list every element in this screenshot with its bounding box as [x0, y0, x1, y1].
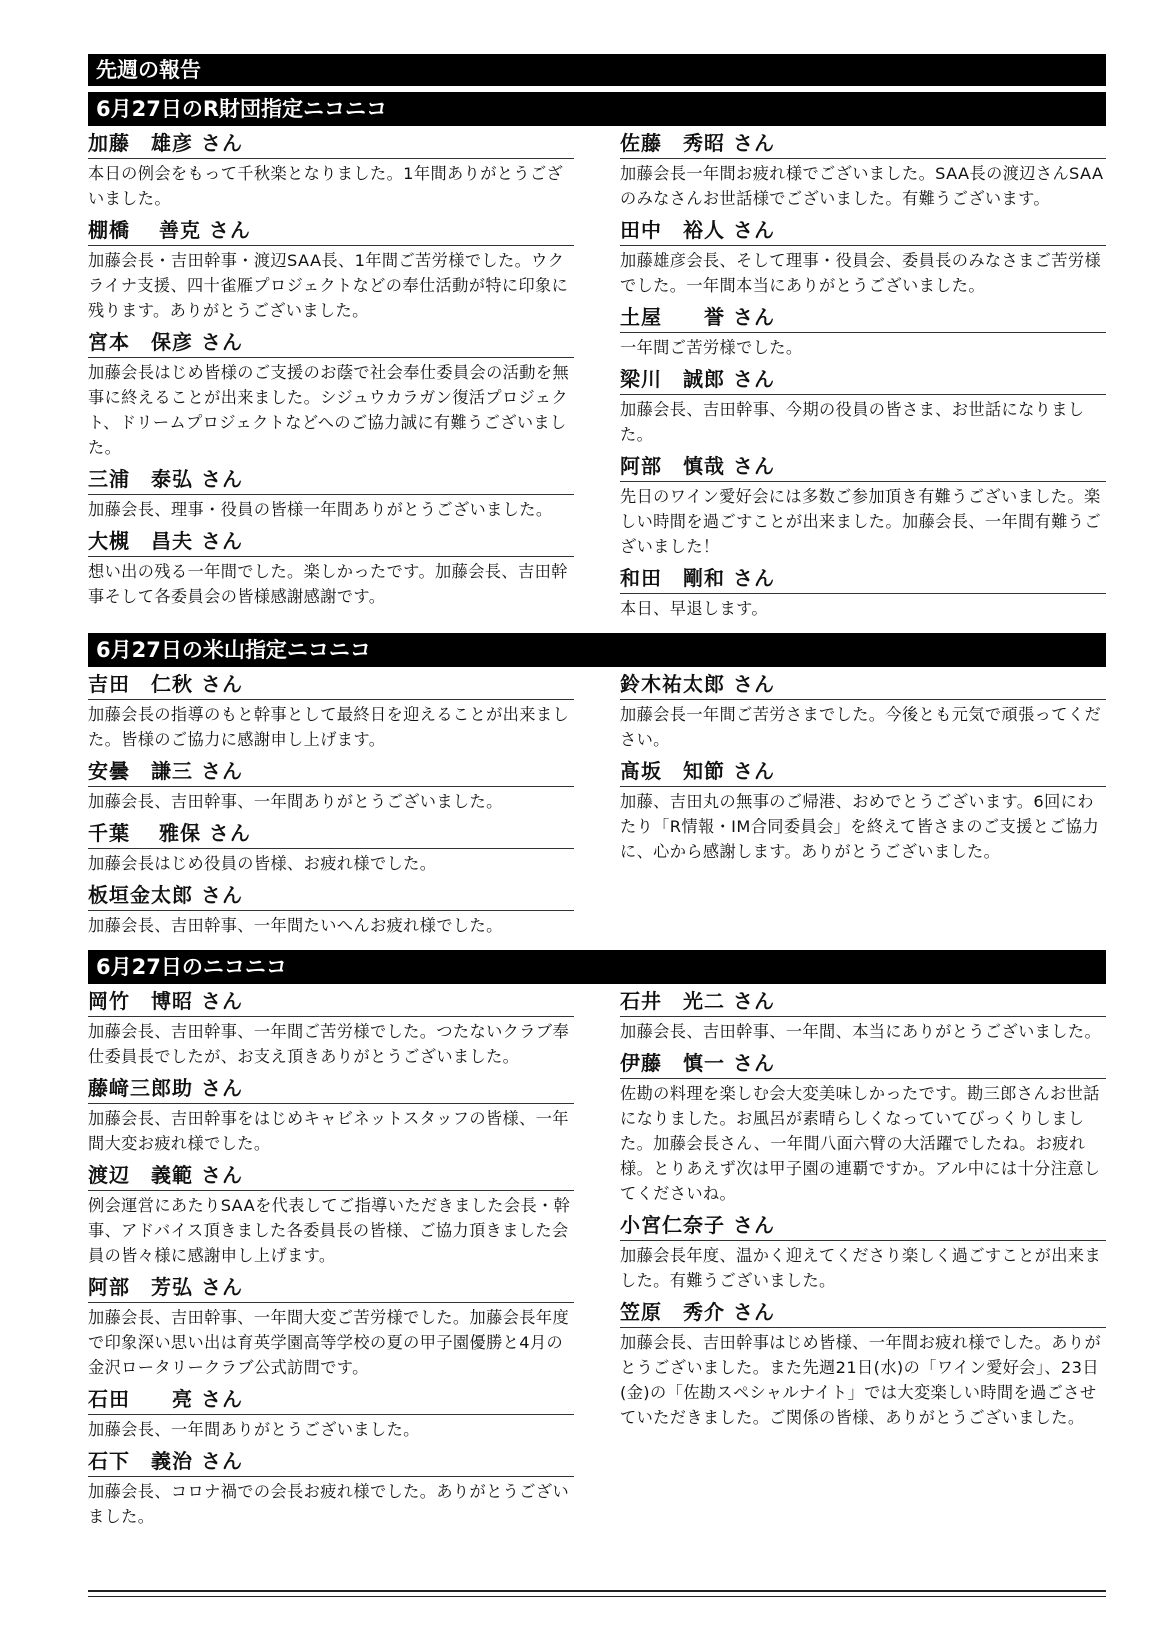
member-entry	[620, 986, 1106, 1044]
member-message: 加藤会長、吉田幹事はじめ皆様、一年間お疲れ様でした。ありがとうございました。また先週21日(水)の「ワイン愛好会」、23日(金)の「佐勘スペシャルナイト」では大変楽しい時間を過ごさせていただきました。ご関係の皆様、ありがとうございました。	[620, 1333, 1102, 1427]
member-message: 加藤会長、吉田幹事、一年間大変ご苦労様でした。加藤会長年度で印象深い思い出は育英学園高等学校の夏の甲子園優勝と4月の金沢ロータリークラブ公式訪問です。	[88, 1308, 570, 1377]
member-entry	[620, 364, 1106, 447]
member-entry	[88, 1384, 574, 1442]
member-entry	[88, 128, 574, 211]
member-name: 千葉 雅保 さん	[88, 818, 574, 849]
left-column	[88, 128, 574, 625]
member-entry	[88, 1272, 574, 1380]
member-name: 笠原 秀介 さん	[620, 1297, 1106, 1328]
member-name: 石田 亮 さん	[88, 1384, 574, 1415]
report-page	[88, 54, 1106, 1541]
section-columns	[88, 986, 1106, 1533]
member-message: 加藤会長一年間お疲れ様でございました。SAA長の渡辺さんSAAのみなさんお世話様でございました。有難うございます。	[620, 164, 1104, 208]
member-entry	[620, 451, 1106, 559]
member-name: 梁川 誠郎 さん	[620, 364, 1106, 395]
member-message: 加藤会長、一年間ありがとうございました。	[88, 1420, 420, 1439]
member-name: 板垣金太郎 さん	[88, 880, 574, 911]
member-entry	[88, 464, 574, 522]
member-entry	[88, 818, 574, 876]
member-entry	[88, 327, 574, 460]
member-name: 吉田 仁秋 さん	[88, 669, 574, 700]
member-name: 石井 光二 さん	[620, 986, 1106, 1017]
member-name: 小宮仁奈子 さん	[620, 1210, 1106, 1241]
member-message: 加藤、吉田丸の無事のご帰港、おめでとうございます。6回にわたり「R情報・IM合同委員会」を終えて皆さまのご支援とご協力に、心から感謝します。ありがとうございました。	[620, 792, 1100, 861]
nikoniko-section	[88, 633, 1106, 942]
footer-divider	[88, 1590, 1106, 1592]
member-name: 石下 義治 さん	[88, 1446, 574, 1477]
member-name: 加藤 雄彦 さん	[88, 128, 574, 159]
member-name: 岡竹 博昭 さん	[88, 986, 574, 1017]
member-name: 髙坂 知節 さん	[620, 756, 1106, 787]
member-name: 宮本 保彦 さん	[88, 327, 574, 358]
member-name: 安曇 謙三 さん	[88, 756, 574, 787]
member-entry	[620, 669, 1106, 752]
member-message: 加藤雄彦会長、そして理事・役員会、委員長のみなさまご苦労様でした。一年間本当にありがとうございました。	[620, 251, 1102, 295]
member-name: 鈴木祐太郎 さん	[620, 669, 1106, 700]
member-entry	[620, 563, 1106, 621]
member-entry	[620, 756, 1106, 864]
member-name: 伊藤 慎一 さん	[620, 1048, 1106, 1079]
member-entry	[620, 302, 1106, 360]
member-entry	[88, 756, 574, 814]
member-name: 阿部 慎哉 さん	[620, 451, 1106, 482]
member-message: 加藤会長年度、温かく迎えてくださり楽しく過ごすことが出来ました。有難うございました。	[620, 1246, 1102, 1290]
member-message: 本日、早退します。	[620, 599, 768, 618]
member-message: 例会運営にあたりSAAを代表してご指導いただきました会長・幹事、アドバイス頂きました各委員長の皆様、ご協力頂きました会員の皆々様に感謝申し上げます。	[88, 1196, 571, 1265]
section-columns	[88, 128, 1106, 625]
member-entry	[88, 1446, 574, 1529]
section-title: 6月27日のニコニコ	[88, 950, 1106, 984]
page-title: 先週の報告	[88, 54, 1106, 86]
member-entry	[88, 1073, 574, 1156]
section-title: 6月27日の米山指定ニコニコ	[88, 633, 1106, 667]
member-message: 本日の例会をもって千秋楽となりました。1年間ありがとうございました。	[88, 164, 564, 208]
right-column	[620, 986, 1106, 1533]
member-message: 佐勘の料理を楽しむ会大変美味しかったです。勘三郎さんお世話になりました。お風呂が素晴らしくなっていてびっくりしました。加藤会長さん、一年間八面六臂の大活躍でしたね。お疲れ様。とりあえず次は甲子園の連覇ですか。アル中には十分注意してくださいね。	[620, 1084, 1101, 1203]
member-entry	[620, 1048, 1106, 1206]
footer-divider-thin	[88, 1596, 1106, 1597]
member-entry	[88, 669, 574, 752]
section-title: 6月27日のR財団指定ニコニコ	[88, 92, 1106, 126]
member-message: 先日のワイン愛好会には多数ご参加頂き有難うございました。楽しい時間を過ごすことが出来ました。加藤会長、一年間有難うございました！	[620, 487, 1102, 556]
right-column	[620, 669, 1106, 942]
member-name: 大槻 昌夫 さん	[88, 526, 574, 557]
member-message: 加藤会長一年間ご苦労さまでした。今後とも元気で頑張ってください。	[620, 705, 1102, 749]
left-column	[88, 669, 574, 942]
right-column	[620, 128, 1106, 625]
member-entry	[88, 1160, 574, 1268]
member-message: 加藤会長、吉田幹事、一年間ありがとうございました。	[88, 792, 503, 811]
member-message: 加藤会長、吉田幹事、一年間、本当にありがとうございました。	[620, 1022, 1102, 1041]
nikoniko-section	[88, 92, 1106, 625]
member-name: 三浦 泰弘 さん	[88, 464, 574, 495]
member-message: 加藤会長、吉田幹事、一年間たいへんお疲れ様でした。	[88, 916, 503, 935]
member-name: 阿部 芳弘 さん	[88, 1272, 574, 1303]
member-message: 加藤会長、吉田幹事、一年間ご苦労様でした。つたないクラブ奉仕委員長でしたが、お支え頂きありがとうございました。	[88, 1022, 570, 1066]
left-column	[88, 986, 574, 1533]
section-columns	[88, 669, 1106, 942]
member-name: 藤﨑三郎助 さん	[88, 1073, 574, 1104]
member-entry	[88, 880, 574, 938]
member-name: 棚橋 善克 さん	[88, 215, 574, 246]
member-message: 加藤会長、コロナ禍での会長お疲れ様でした。ありがとうございました。	[88, 1482, 570, 1526]
member-message: 加藤会長はじめ役員の皆様、お疲れ様でした。	[88, 854, 437, 873]
nikoniko-section	[88, 950, 1106, 1533]
member-entry	[620, 128, 1106, 211]
member-message: 加藤会長の指導のもと幹事として最終日を迎えることが出来ました。皆様のご協力に感謝申し上げます。	[88, 705, 570, 749]
member-name: 渡辺 義範 さん	[88, 1160, 574, 1191]
sections-container	[88, 92, 1106, 1533]
member-message: 加藤会長、吉田幹事、今期の役員の皆さま、お世話になりました。	[620, 400, 1085, 444]
member-entry	[620, 215, 1106, 298]
member-message: 加藤会長はじめ皆様のご支援のお蔭で社会奉仕委員会の活動を無事に終えることが出来ました。シジュウカラガン復活プロジェクト、ドリームプロジェクトなどへのご協力誠に有難うございました。	[88, 363, 570, 457]
member-entry	[620, 1210, 1106, 1293]
member-entry	[88, 986, 574, 1069]
member-message: 加藤会長、吉田幹事をはじめキャビネットスタッフの皆様、一年間大変お疲れ様でした。	[88, 1109, 569, 1153]
member-message: 想い出の残る一年間でした。楽しかったです。加藤会長、吉田幹事そして各委員会の皆様感謝感謝です。	[88, 562, 568, 606]
member-message: 加藤会長、理事・役員の皆様一年間ありがとうございました。	[88, 500, 553, 519]
member-entry	[620, 1297, 1106, 1430]
member-message: 一年間ご苦労様でした。	[620, 338, 803, 357]
member-name: 佐藤 秀昭 さん	[620, 128, 1106, 159]
member-entry	[88, 215, 574, 323]
member-name: 土屋 誉 さん	[620, 302, 1106, 333]
member-entry	[88, 526, 574, 609]
member-message: 加藤会長・吉田幹事・渡辺SAA長、1年間ご苦労様でした。ウクライナ支援、四十雀雁プロジェクトなどの奉仕活動が特に印象に残ります。ありがとうございました。	[88, 251, 569, 320]
member-name: 田中 裕人 さん	[620, 215, 1106, 246]
member-name: 和田 剛和 さん	[620, 563, 1106, 594]
